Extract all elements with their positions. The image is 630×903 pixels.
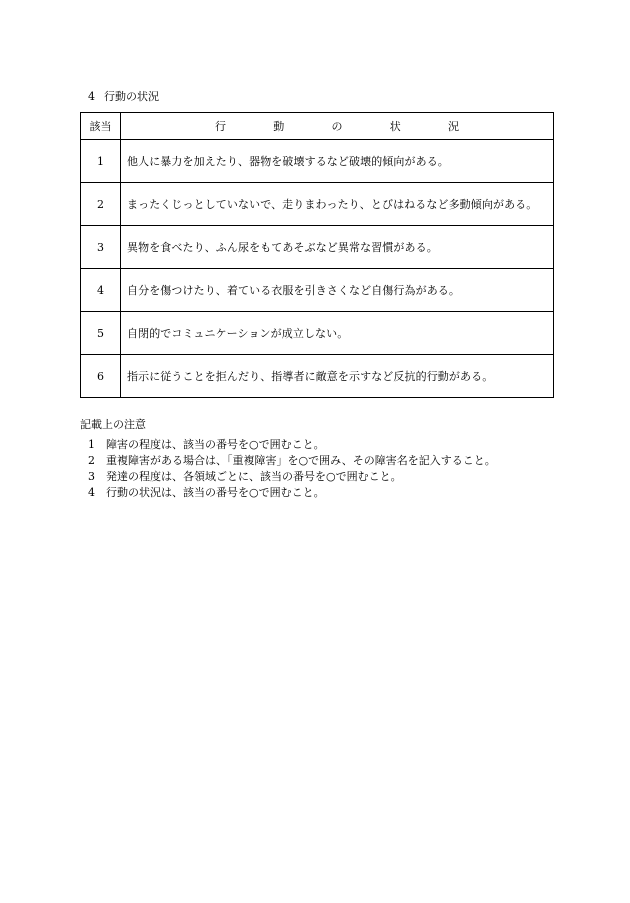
note-text: 行動の状況は、該当の番号を○で囲むこと。	[106, 485, 325, 499]
row-description: まったくじっとしていないで、走りまわったり、とびはねるなど多動傾向がある。	[121, 183, 554, 226]
note-item	[88, 436, 496, 452]
table-header-row	[81, 113, 554, 140]
row-description: 他人に暴力を加えたり、器物を破壊するなど破壊的傾向がある。	[121, 140, 554, 183]
notes-section	[80, 419, 496, 500]
row-number: 4	[81, 269, 121, 312]
note-number: 4	[88, 485, 95, 499]
note-text: 重複障害がある場合は、「重複障害」を○で囲み、その障害名を記入すること。	[106, 453, 496, 467]
row-number: 5	[81, 312, 121, 355]
behavior-table	[80, 112, 554, 398]
row-number: 2	[81, 183, 121, 226]
header-char: の	[331, 119, 343, 133]
notes-title: 記載上の注意	[80, 418, 146, 431]
header-char: 況	[448, 119, 459, 133]
header-no-cell: 該当	[81, 113, 121, 140]
table-row	[81, 226, 554, 269]
table-row	[81, 312, 554, 355]
table-row	[81, 140, 554, 183]
header-content-cell	[121, 113, 554, 140]
section-title-text: 行動の状況	[104, 90, 159, 103]
note-text: 障害の程度は、該当の番号を○で囲むこと。	[106, 437, 325, 451]
row-number: 3	[81, 226, 121, 269]
row-description: 自分を傷つけたり、着ている衣服を引きさくなど自傷行為がある。	[121, 269, 554, 312]
note-number: 2	[88, 453, 95, 467]
note-number: 1	[88, 437, 95, 451]
header-char: 状	[389, 119, 401, 133]
row-description: 指示に従うことを拒んだり、指導者に敵意を示すなど反抗的行動がある。	[121, 355, 554, 398]
row-description: 自閉的でコミュニケーションが成立しない。	[121, 312, 554, 355]
note-item	[88, 452, 496, 468]
section-number: 4	[88, 90, 95, 103]
header-char: 行	[215, 119, 226, 133]
row-number: 1	[81, 140, 121, 183]
table-row	[81, 355, 554, 398]
note-item	[88, 468, 496, 484]
row-description: 異物を食べたり、ふん尿をもてあそぶなど異常な習慣がある。	[121, 226, 554, 269]
section-heading	[88, 91, 159, 102]
table-row	[81, 183, 554, 226]
note-text: 発達の程度は、各領域ごとに、該当の番号を○で囲むこと。	[106, 469, 402, 483]
notes-list	[80, 436, 496, 500]
table-row	[81, 269, 554, 312]
row-number: 6	[81, 355, 121, 398]
note-item	[88, 484, 496, 500]
note-number: 3	[88, 469, 95, 483]
header-char: 動	[273, 119, 285, 133]
